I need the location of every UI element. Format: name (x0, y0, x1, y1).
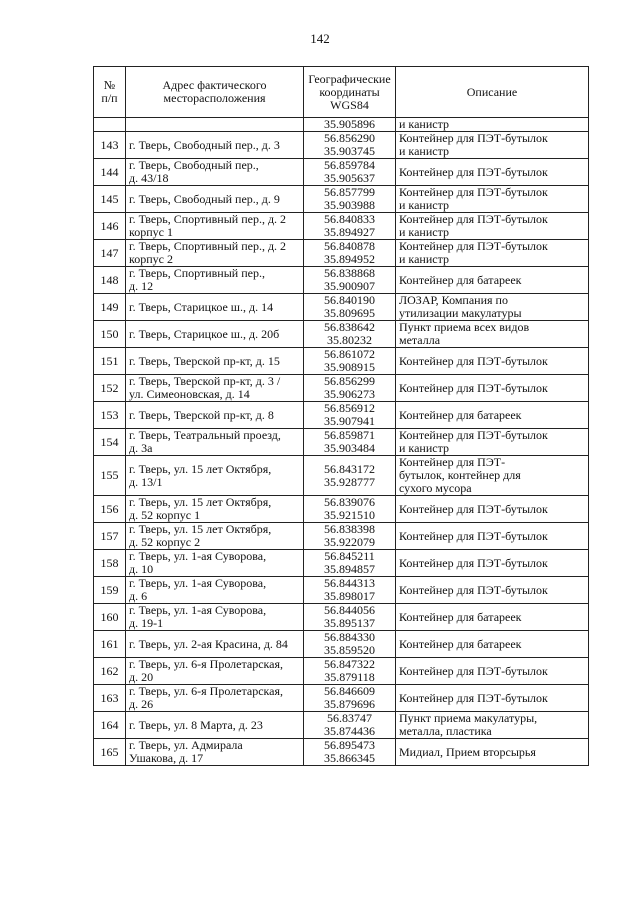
address-line: д. 12 (129, 279, 154, 293)
cell-row-number: 148 (94, 267, 126, 294)
coordinate-value: 35.894857 (324, 562, 375, 576)
cell-row-number: 149 (94, 294, 126, 321)
address-line: г. Тверь, Свободный пер., (129, 158, 259, 172)
coordinate-value: 35.874436 (324, 724, 375, 738)
table-row (94, 577, 589, 604)
cell-address (126, 604, 304, 631)
cell-description (396, 118, 589, 132)
cell-row-number: 163 (94, 685, 126, 712)
cell-coordinates (304, 456, 396, 496)
cell-coordinates (304, 132, 396, 159)
cell-coordinates (304, 631, 396, 658)
address-line: г. Тверь, ул. 8 Марта, д. 23 (129, 717, 263, 732)
description-line: Контейнер для ПЭТ-бутылок (399, 663, 548, 678)
cell-description (396, 132, 589, 159)
cell-row-number: 159 (94, 577, 126, 604)
coordinate-value: 56.839076 (324, 495, 375, 509)
coordinate-value: 35.922079 (324, 535, 375, 549)
header-text-line: WGS84 (330, 97, 369, 112)
description-line: и канистр (399, 117, 449, 131)
cell-row-number: 158 (94, 550, 126, 577)
cell-description (396, 456, 589, 496)
header-text-line: № (103, 78, 116, 92)
coordinate-value: 56.844313 (324, 576, 375, 590)
table-row (94, 429, 589, 456)
table-row (94, 132, 589, 159)
coordinate-value: 56.884330 (324, 630, 375, 644)
cell-address (126, 375, 304, 402)
address-line: д. 10 (129, 562, 154, 576)
coordinate-value: 35.879118 (324, 670, 375, 684)
cell-description (396, 658, 589, 685)
cell-address (126, 348, 304, 375)
coordinate-value: 35.903745 (324, 144, 375, 158)
cell-row-number: 153 (94, 402, 126, 429)
cell-address (126, 294, 304, 321)
cell-description (396, 348, 589, 375)
description-line: Контейнер для ПЭТ-бутылок (399, 353, 548, 368)
table-row (94, 685, 589, 712)
coordinate-value: 35.905896 (324, 117, 375, 131)
description-line: утилизации макулатуры (399, 306, 522, 320)
coordinate-value: 56.838398 (324, 522, 375, 536)
table-row (94, 240, 589, 267)
description-line: металла (399, 333, 441, 347)
coordinate-value: 56.861072 (324, 347, 375, 361)
description-line: металла, пластика (399, 724, 492, 738)
description-line: и канистр (399, 441, 449, 455)
address-line: г. Тверь, ул. 2-ая Красина, д. 84 (129, 636, 288, 651)
cell-coordinates (304, 159, 396, 186)
table-row (94, 550, 589, 577)
coordinate-value: 56.856290 (324, 131, 375, 145)
cell-row-number: 144 (94, 159, 126, 186)
header-text-line: Описание (466, 84, 518, 99)
coordinate-value: 56.859871 (324, 428, 375, 442)
cell-row-number: 161 (94, 631, 126, 658)
cell-description (396, 550, 589, 577)
cell-address (126, 523, 304, 550)
table-row (94, 375, 589, 402)
cell-coordinates (304, 685, 396, 712)
coordinate-value: 56.859784 (324, 158, 375, 172)
address-line: г. Тверь, Спортивный пер., д. 2 (129, 212, 287, 226)
description-line: Контейнер для ПЭТ-бутылок (399, 582, 548, 597)
header-text-line: Географические (308, 71, 391, 86)
cell-description (396, 213, 589, 240)
cell-coordinates (304, 402, 396, 429)
address-line: д. 26 (129, 697, 154, 711)
cell-address (126, 186, 304, 213)
cell-description (396, 604, 589, 631)
address-line: д. 13/1 (129, 474, 163, 489)
coordinate-value: 35.80232 (327, 333, 372, 347)
address-line: д. 52 корпус 2 (129, 535, 201, 549)
cell-address (126, 631, 304, 658)
cell-address (126, 159, 304, 186)
cell-description (396, 429, 589, 456)
table-row (94, 294, 589, 321)
cell-description (396, 631, 589, 658)
description-line: Контейнер для ПЭТ-бутылок (399, 555, 548, 570)
cell-coordinates (304, 348, 396, 375)
cell-address (126, 550, 304, 577)
description-line: Мидиал, Прием вторсырья (399, 744, 536, 759)
cell-description (396, 240, 589, 267)
coordinate-value: 35.859520 (324, 643, 375, 657)
cell-address (126, 240, 304, 267)
description-line: Контейнер для ПЭТ-бутылок (399, 380, 548, 395)
cell-coordinates (304, 604, 396, 631)
cell-coordinates (304, 523, 396, 550)
cell-address (126, 402, 304, 429)
coordinate-value: 56.847322 (324, 657, 375, 671)
coordinate-value: 56.840878 (324, 239, 375, 253)
table-row (94, 604, 589, 631)
address-line: г. Тверь, Тверской пр-кт, д. 3 / (129, 374, 281, 388)
cell-description (396, 294, 589, 321)
cell-coordinates (304, 375, 396, 402)
address-line: г. Тверь, ул. 6-я Пролетарская, (129, 684, 284, 698)
address-line: г. Тверь, ул. 15 лет Октября, (129, 495, 272, 509)
cell-address (126, 213, 304, 240)
cell-address (126, 429, 304, 456)
description-line: Контейнер для ПЭТ-бутылок (399, 239, 548, 253)
cell-row-number: 154 (94, 429, 126, 456)
address-line: д. 20 (129, 670, 154, 684)
cell-row-number: 156 (94, 496, 126, 523)
cell-coordinates (304, 658, 396, 685)
table-row (94, 267, 589, 294)
address-line: д. 6 (129, 589, 148, 603)
coordinate-value: 35.905637 (324, 171, 375, 185)
coordinate-value: 56.838642 (324, 320, 375, 334)
coordinate-value: 35.809695 (324, 306, 375, 320)
cell-row-number: 157 (94, 523, 126, 550)
table-row (94, 739, 589, 766)
cell-address (126, 456, 304, 496)
header-text-line: Адрес фактического (162, 78, 267, 92)
address-line: д. 43/18 (129, 171, 169, 185)
cell-row-number: 143 (94, 132, 126, 159)
address-line: д. 3а (129, 441, 153, 455)
cell-description (396, 402, 589, 429)
cell-row-number (94, 118, 126, 132)
address-line: корпус 1 (129, 225, 173, 239)
table-row (94, 712, 589, 739)
header-text-line: координаты (319, 84, 380, 99)
coordinate-value: 56.857799 (324, 185, 375, 199)
coordinate-value: 35.894927 (324, 225, 375, 239)
cell-row-number: 145 (94, 186, 126, 213)
cell-description (396, 321, 589, 348)
cell-coordinates (304, 213, 396, 240)
address-line: г. Тверь, Спортивный пер., д. 2 (129, 239, 287, 253)
address-line: Ушакова, д. 17 (129, 751, 204, 765)
address-line: г. Тверь, ул. Адмирала (129, 738, 243, 752)
description-line: Контейнер для ПЭТ-бутылок (399, 501, 548, 516)
coordinate-value: 56.838868 (324, 266, 375, 280)
coordinate-value: 35.903484 (324, 441, 375, 455)
cell-row-number: 147 (94, 240, 126, 267)
description-line: Контейнер для ПЭТ-бутылок (399, 690, 548, 705)
coordinate-value: 56.83747 (327, 711, 372, 725)
description-line: ЛОЗАР, Компания по (399, 293, 508, 307)
table-row (94, 658, 589, 685)
address-line: г. Тверь, Старицкое ш., д. 20б (129, 326, 280, 341)
table-row (94, 402, 589, 429)
cell-address (126, 658, 304, 685)
cell-address (126, 132, 304, 159)
description-line: и канистр (399, 252, 449, 266)
cell-row-number: 164 (94, 712, 126, 739)
cell-description (396, 712, 589, 739)
cell-description (396, 685, 589, 712)
description-line: и канистр (399, 198, 449, 212)
cell-row-number: 151 (94, 348, 126, 375)
address-line: г. Тверь, Свободный пер., д. 3 (129, 137, 280, 152)
description-line: Контейнер для ПЭТ- (399, 455, 506, 469)
table-row (94, 213, 589, 240)
cell-coordinates (304, 321, 396, 348)
table-row (94, 496, 589, 523)
cell-row-number: 146 (94, 213, 126, 240)
cell-coordinates (304, 577, 396, 604)
address-line: г. Тверь, Тверской пр-кт, д. 8 (129, 407, 274, 422)
header-num (94, 67, 126, 118)
cell-description (396, 186, 589, 213)
cell-address (126, 685, 304, 712)
cell-address (126, 321, 304, 348)
table-row (94, 159, 589, 186)
description-line: Контейнер для батареек (399, 407, 522, 422)
recycling-points-table (93, 66, 589, 766)
description-line: и канистр (399, 225, 449, 239)
coordinate-value: 35.908915 (324, 360, 375, 374)
description-line: Контейнер для ПЭТ-бутылок (399, 212, 548, 226)
address-line: д. 52 корпус 1 (129, 508, 201, 522)
cell-description (396, 739, 589, 766)
header-address (126, 67, 304, 118)
address-line: ул. Симеоновская, д. 14 (129, 387, 250, 401)
cell-address (126, 712, 304, 739)
cell-address (126, 577, 304, 604)
cell-coordinates (304, 550, 396, 577)
coordinate-value: 56.844056 (324, 603, 375, 617)
cell-coordinates (304, 294, 396, 321)
coordinate-value: 35.879696 (324, 697, 375, 711)
coordinate-value: 35.903988 (324, 198, 375, 212)
coordinate-value: 35.898017 (324, 589, 375, 603)
coordinate-value: 35.866345 (324, 751, 375, 765)
cell-coordinates (304, 739, 396, 766)
coordinate-value: 35.928777 (324, 474, 375, 489)
description-line: Контейнер для ПЭТ-бутылок (399, 164, 548, 179)
coordinate-value: 56.895473 (324, 738, 375, 752)
address-line: г. Тверь, Спортивный пер., (129, 266, 265, 280)
header-text-line: месторасположения (163, 91, 266, 105)
address-line: г. Тверь, ул. 1-ая Суворова, (129, 603, 267, 617)
coordinate-value: 56.840190 (324, 293, 375, 307)
header-coordinates (304, 67, 396, 118)
cell-coordinates (304, 118, 396, 132)
coordinate-value: 56.840833 (324, 212, 375, 226)
cell-address (126, 739, 304, 766)
cell-row-number: 162 (94, 658, 126, 685)
description-line: Контейнер для батареек (399, 272, 522, 287)
table-row (94, 523, 589, 550)
cell-row-number: 152 (94, 375, 126, 402)
coordinate-value: 56.846609 (324, 684, 375, 698)
description-line: Контейнер для ПЭТ-бутылок (399, 131, 548, 145)
description-line: бутылок, контейнер для (399, 468, 521, 482)
coordinate-value: 56.856299 (324, 374, 375, 388)
cell-description (396, 523, 589, 550)
description-line: Контейнер для ПЭТ-бутылок (399, 428, 548, 442)
cell-address (126, 267, 304, 294)
cell-description (396, 159, 589, 186)
description-line: Пункт приема макулатуры, (399, 711, 538, 725)
table-row (94, 321, 589, 348)
cell-coordinates (304, 267, 396, 294)
cell-row-number: 155 (94, 456, 126, 496)
coordinate-value: 35.894952 (324, 252, 375, 266)
cell-description (396, 577, 589, 604)
cell-coordinates (304, 240, 396, 267)
address-line: корпус 2 (129, 252, 173, 266)
cell-coordinates (304, 496, 396, 523)
address-line: г. Тверь, ул. 15 лет Октября, (129, 522, 272, 536)
cell-coordinates (304, 712, 396, 739)
coordinate-value: 35.907941 (324, 414, 375, 428)
table-row (94, 456, 589, 496)
coordinate-value: 35.895137 (324, 616, 375, 630)
address-line: д. 19-1 (129, 616, 164, 630)
description-line: Контейнер для ПЭТ-бутылок (399, 528, 548, 543)
cell-description (396, 496, 589, 523)
description-line: и канистр (399, 144, 449, 158)
address-line: г. Тверь, Тверской пр-кт, д. 15 (129, 353, 280, 368)
address-line: г. Тверь, Театральный проезд, (129, 428, 281, 442)
coordinate-value: 56.843172 (324, 461, 375, 476)
cell-coordinates (304, 186, 396, 213)
table-row (94, 118, 589, 132)
address-line: г. Тверь, Старицкое ш., д. 14 (129, 299, 274, 314)
cell-address (126, 496, 304, 523)
description-line: Контейнер для батареек (399, 609, 522, 624)
cell-description (396, 375, 589, 402)
page-number: 142 (310, 31, 330, 46)
address-line: г. Тверь, ул. 15 лет Октября, (129, 461, 272, 476)
address-line: г. Тверь, ул. 1-ая Суворова, (129, 549, 267, 563)
coordinate-value: 35.921510 (324, 508, 375, 522)
description-line: Контейнер для батареек (399, 636, 522, 651)
coordinate-value: 35.900907 (324, 279, 375, 293)
coordinate-value: 35.906273 (324, 387, 375, 401)
header-text-line: п/п (101, 91, 118, 105)
cell-coordinates (304, 429, 396, 456)
table-header (94, 67, 589, 118)
address-line: г. Тверь, Свободный пер., д. 9 (129, 191, 280, 206)
header-description (396, 67, 589, 118)
cell-row-number: 150 (94, 321, 126, 348)
cell-description (396, 267, 589, 294)
address-line: г. Тверь, ул. 1-ая Суворова, (129, 576, 267, 590)
description-line: Пункт приема всех видов (399, 320, 530, 334)
table-body (94, 118, 589, 766)
table-row (94, 631, 589, 658)
description-line: сухого мусора (399, 481, 472, 495)
coordinate-value: 56.856912 (324, 401, 375, 415)
table-row (94, 348, 589, 375)
cell-address (126, 118, 304, 132)
cell-row-number: 165 (94, 739, 126, 766)
address-line: г. Тверь, ул. 6-я Пролетарская, (129, 657, 284, 671)
cell-row-number: 160 (94, 604, 126, 631)
description-line: Контейнер для ПЭТ-бутылок (399, 185, 548, 199)
table-row (94, 186, 589, 213)
coordinate-value: 56.845211 (324, 549, 375, 563)
